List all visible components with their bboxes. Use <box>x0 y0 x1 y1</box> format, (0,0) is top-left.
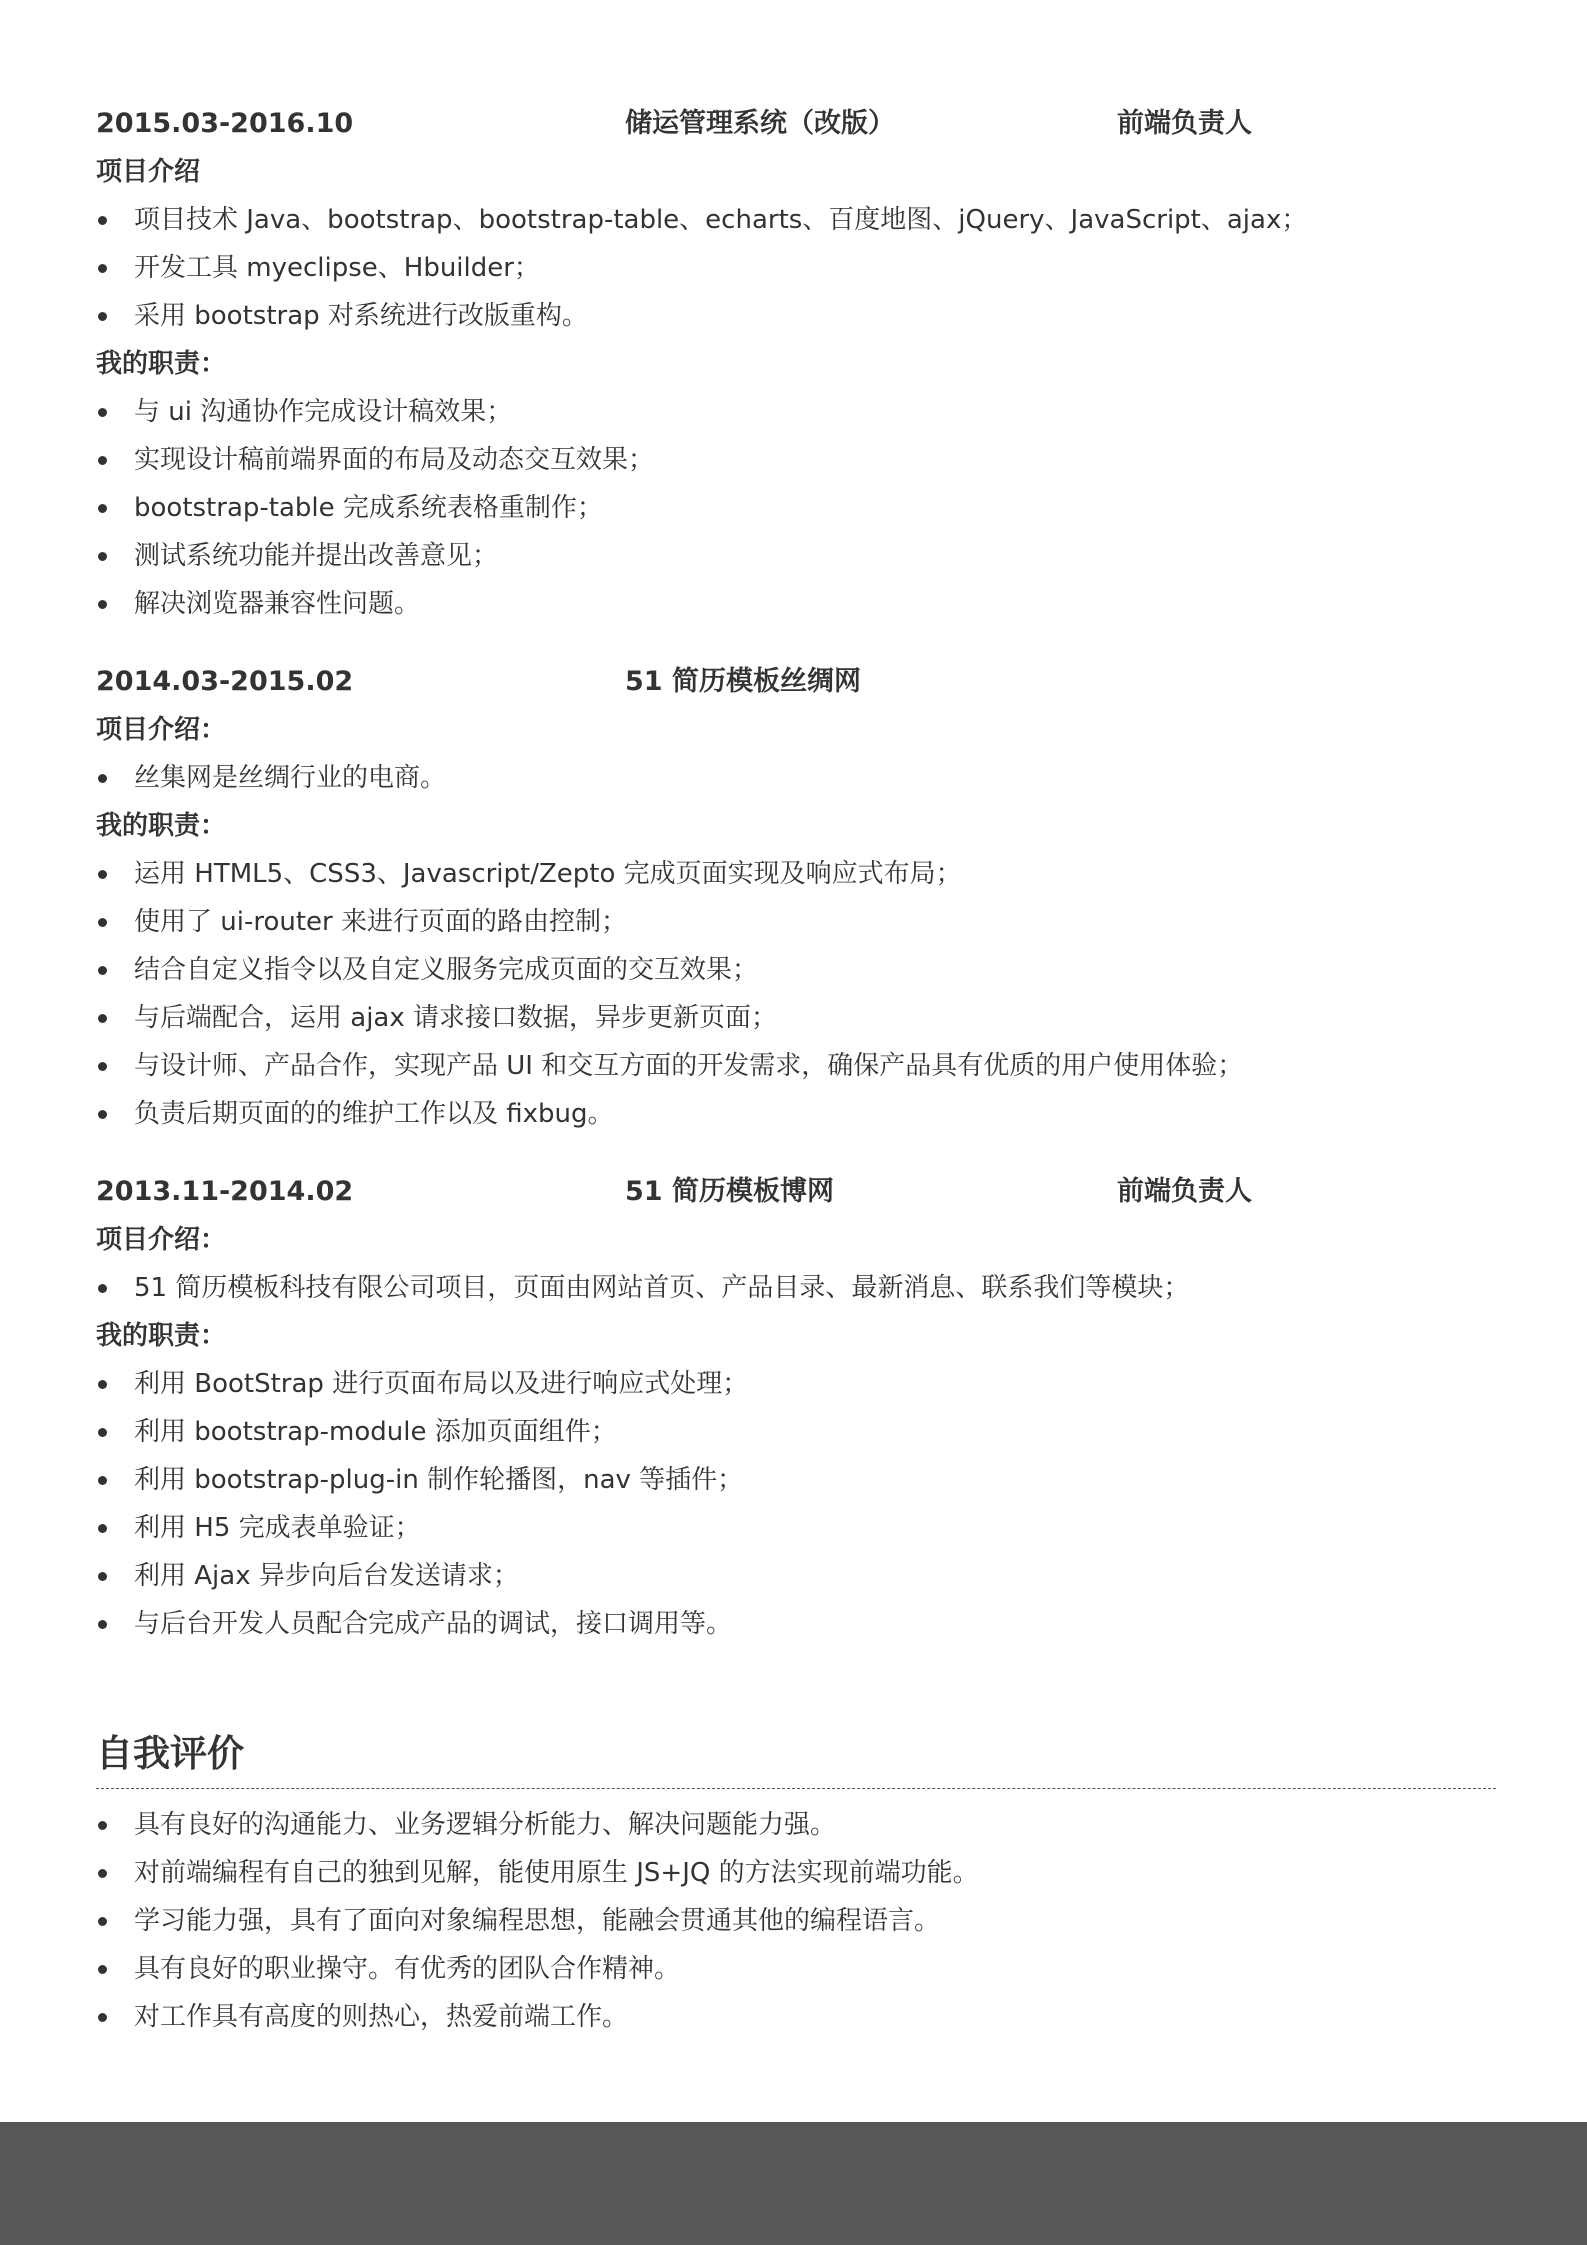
list-item-text: 丝集网是丝绸行业的电商。 <box>134 763 447 793</box>
list-item-text: 与后端配合，运用 ajax 请求接口数据，异步更新页面； <box>134 1003 778 1033</box>
project-header <box>96 100 1496 148</box>
list-item <box>96 1993 1496 2041</box>
project-date: 2015.03-2016.10 <box>96 108 354 139</box>
project-experience <box>96 100 1496 1678</box>
list-item-text: 51 简历模板科技有限公司项目，页面由网站首页、产品目录、最新消息、联系我们等模块； <box>134 1273 1190 1303</box>
list-item <box>96 388 1496 436</box>
project-role: 前端负责人 <box>1117 108 1252 139</box>
bullet-icon <box>98 456 107 465</box>
list-item <box>96 754 1496 802</box>
list-item <box>96 898 1496 946</box>
bullet-icon <box>98 1869 107 1878</box>
bullet-icon <box>98 1572 107 1581</box>
list-item-text: 项目技术 Java、bootstrap、bootstrap-table、echarts、百度地图、jQuery、JavaScript、ajax； <box>134 205 1308 235</box>
duty-list <box>96 1360 1496 1648</box>
list-item-text: 利用 H5 完成表单验证； <box>134 1513 421 1543</box>
list-item <box>96 1042 1496 1090</box>
bullet-icon <box>98 966 107 975</box>
intro-list <box>96 754 1496 802</box>
project-2 <box>96 658 1496 1138</box>
bullet-icon <box>98 1284 107 1293</box>
intro-list <box>96 196 1496 340</box>
footer-bar <box>0 2122 1587 2245</box>
bullet-icon <box>98 1524 107 1533</box>
list-item-text: 运用 HTML5、CSS3、Javascript/Zepto 完成页面实现及响应式布局； <box>134 859 962 889</box>
list-item <box>96 1090 1496 1138</box>
bullet-icon <box>98 1917 107 1926</box>
bullet-icon <box>98 600 107 609</box>
project-name: 储运管理系统（改版） <box>625 108 895 139</box>
list-item <box>96 1849 1496 1897</box>
bullet-icon <box>98 1821 107 1830</box>
section-divider <box>96 1788 1496 1789</box>
list-item-text: 结合自定义指令以及自定义服务完成页面的交互效果； <box>134 955 759 985</box>
project-3 <box>96 1168 1496 1648</box>
list-item <box>96 1801 1496 1849</box>
intro-label: 项目介绍 <box>96 157 201 187</box>
bullet-icon <box>98 216 107 225</box>
list-item-text: 对工作具有高度的则热心，热爱前端工作。 <box>134 2002 629 2032</box>
list-item-text: 利用 Ajax 异步向后台发送请求； <box>134 1561 519 1591</box>
bullet-icon <box>98 1428 107 1437</box>
bullet-icon <box>98 1476 107 1485</box>
list-item-text: 与后台开发人员配合完成产品的调试，接口调用等。 <box>134 1609 733 1639</box>
list-item <box>96 1360 1496 1408</box>
duty-label: 我的职责： <box>96 1321 227 1351</box>
list-item-text: 与 ui 沟通协作完成设计稿效果； <box>134 397 513 427</box>
list-item <box>96 1945 1496 1993</box>
bullet-icon <box>98 552 107 561</box>
bullet-icon <box>98 264 107 273</box>
bullet-icon <box>98 1062 107 1071</box>
list-item <box>96 946 1496 994</box>
bullet-icon <box>98 1014 107 1023</box>
list-item-text: 解决浏览器兼容性问题。 <box>134 589 421 619</box>
list-item <box>96 994 1496 1042</box>
bullet-icon <box>98 1380 107 1389</box>
bullet-icon <box>98 1620 107 1629</box>
intro-label: 项目介绍： <box>96 1225 227 1255</box>
list-item <box>96 1600 1496 1648</box>
project-date: 2014.03-2015.02 <box>96 666 354 697</box>
list-item <box>96 532 1496 580</box>
list-item-text: 测试系统功能并提出改善意见； <box>134 541 499 571</box>
list-item <box>96 850 1496 898</box>
list-item <box>96 484 1496 532</box>
list-item-text: 利用 bootstrap-module 添加页面组件； <box>134 1417 617 1447</box>
bullet-icon <box>98 870 107 879</box>
project-header <box>96 658 1496 706</box>
duty-label: 我的职责： <box>96 811 227 841</box>
bullet-icon <box>98 504 107 513</box>
intro-label: 项目介绍： <box>96 715 227 745</box>
list-item-text: 具有良好的沟通能力、业务逻辑分析能力、解决问题能力强。 <box>134 1810 837 1840</box>
list-item-text: 负责后期页面的的维护工作以及 fixbug。 <box>134 1099 614 1129</box>
list-item <box>96 436 1496 484</box>
list-item-text: 使用了 ui-router 来进行页面的路由控制； <box>134 907 627 937</box>
bullet-icon <box>98 2013 107 2022</box>
list-item-text: 与设计师、产品合作，实现产品 UI 和交互方面的开发需求，确保产品具有优质的用户使用体验； <box>134 1051 1244 1081</box>
list-item <box>96 292 1496 340</box>
list-item <box>96 1408 1496 1456</box>
list-item-text: 对前端编程有自己的独到见解，能使用原生 JS+JQ 的方法实现前端功能。 <box>134 1858 979 1888</box>
self-evaluation-list <box>96 1801 1496 2041</box>
bullet-icon <box>98 1110 107 1119</box>
project-name: 51 简历模板丝绸网 <box>625 666 861 697</box>
project-1 <box>96 100 1496 628</box>
list-item <box>96 196 1496 244</box>
duty-list <box>96 388 1496 628</box>
list-item-text: 采用 bootstrap 对系统进行改版重构。 <box>134 301 588 331</box>
bullet-icon <box>98 312 107 321</box>
list-item <box>96 1456 1496 1504</box>
list-item-text: 具有良好的职业操守。有优秀的团队合作精神。 <box>134 1954 681 1984</box>
bullet-icon <box>98 408 107 417</box>
list-item-text: 实现设计稿前端界面的布局及动态交互效果； <box>134 445 655 475</box>
list-item <box>96 1264 1496 1312</box>
section-title: 自我评价 <box>96 1732 244 1775</box>
duty-list <box>96 850 1496 1138</box>
duty-label: 我的职责： <box>96 349 227 379</box>
self-evaluation-section <box>96 1726 1496 2041</box>
project-name: 51 简历模板博网 <box>625 1176 834 1207</box>
project-date: 2013.11-2014.02 <box>96 1176 354 1207</box>
list-item <box>96 244 1496 292</box>
project-header <box>96 1168 1496 1216</box>
list-item <box>96 1504 1496 1552</box>
bullet-icon <box>98 774 107 783</box>
list-item-text: 开发工具 myeclipse、Hbuilder； <box>134 253 540 283</box>
list-item-text: bootstrap-table 完成系统表格重制作； <box>134 493 603 523</box>
list-item-text: 学习能力强，具有了面向对象编程思想，能融会贯通其他的编程语言。 <box>134 1906 941 1936</box>
list-item-text: 利用 bootstrap-plug-in 制作轮播图，nav 等插件； <box>134 1465 744 1495</box>
list-item <box>96 580 1496 628</box>
list-item <box>96 1897 1496 1945</box>
list-item-text: 利用 BootStrap 进行页面布局以及进行响应式处理； <box>134 1369 749 1399</box>
list-item <box>96 1552 1496 1600</box>
bullet-icon <box>98 1965 107 1974</box>
bullet-icon <box>98 918 107 927</box>
project-role: 前端负责人 <box>1117 1176 1252 1207</box>
intro-list <box>96 1264 1496 1312</box>
